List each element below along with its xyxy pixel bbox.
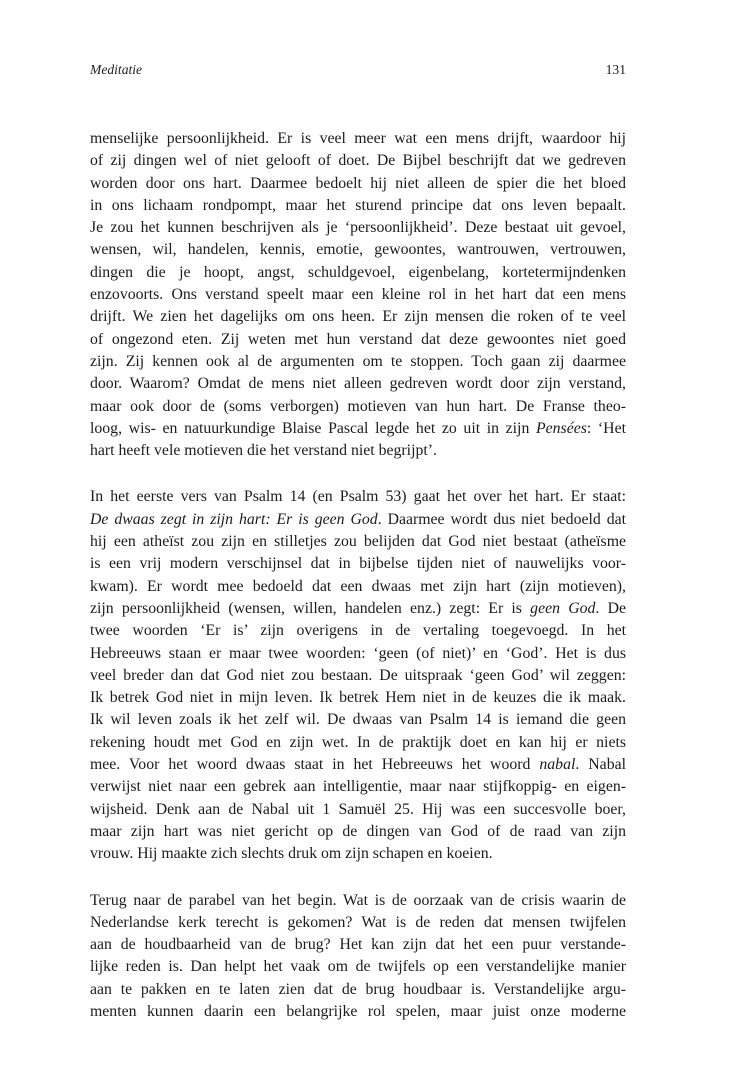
text-run: : ‘Het: [586, 419, 626, 437]
text-line: [90, 665, 626, 687]
text-run: maar ook door de (soms verborgen) motieven van hun hart. De Franse theo-: [90, 397, 626, 415]
paragraph: [90, 486, 626, 865]
text-run: Je zou het kunnen beschrijven als je ‘persoonlijkheid’. Deze bestaat uit gevoel,: [90, 219, 626, 237]
text-line: [90, 843, 626, 865]
text-line: [90, 373, 626, 395]
text-run: menten kunnen daarin een belangrijke rol spelen, maar juist onze moderne: [90, 1002, 626, 1020]
section-title: Meditatie: [90, 62, 143, 77]
text-run: is een vrij modern verschijnsel dat in bijbelse tijden niet of nauwelijks voor-: [90, 555, 626, 573]
text-line: [90, 620, 626, 642]
text-run: zijn. Zij kennen ook al de argumenten om te stoppen. Toch gaan zij daarmee: [90, 352, 626, 370]
text-run: hart heeft vele motieven die het verstand niet begrijpt’.: [90, 442, 437, 460]
text-line: [90, 306, 626, 328]
text-run: door. Waarom? Omdat de mens niet alleen gedreven wordt door zijn verstand,: [90, 375, 626, 393]
text-run: verwijst niet naar een gebrek aan intelligentie, maar naar stijfkoppig- en eigen-: [90, 778, 626, 796]
text-line: [90, 486, 626, 508]
text-line: [90, 150, 626, 172]
text-line: [90, 912, 626, 934]
text-line: [90, 418, 626, 440]
text-line: [90, 396, 626, 418]
text-line: [90, 217, 626, 239]
text-line: [90, 440, 626, 462]
text-run: twee woorden ‘Er is’ zijn overigens in de vertaling toegevoegd. In het: [90, 622, 626, 640]
text-line: [90, 576, 626, 598]
italic-text: nabal: [539, 756, 576, 774]
paragraph: [90, 890, 626, 1024]
text-line: [90, 239, 626, 261]
text-run: hij een atheïst zou zijn en stilletjes zou belijden dat God niet bestaat (atheïsme: [90, 533, 626, 551]
text-run: rekening houdt met God en zijn wet. In de praktijk doet en kan hij er niets: [90, 733, 626, 751]
text-line: [90, 128, 626, 150]
text-line: [90, 329, 626, 351]
text-line: [90, 553, 626, 575]
text-line: [90, 173, 626, 195]
text-run: dingen die je hoopt, angst, schuldgevoel, eigenbelang, kortetermijndenken: [90, 263, 626, 281]
text-line: [90, 754, 626, 776]
text-run: loog, wis- en natuurkundige Blaise Pascal legde het zo uit in zijn: [90, 419, 536, 437]
text-run: kwam). Er wordt mee bedoeld dat een dwaas met zijn hart (zijn motieven),: [90, 577, 626, 595]
italic-text: De dwaas zegt in zijn hart: Er is geen God: [90, 510, 378, 528]
paragraph: [90, 128, 626, 462]
text-run: In het eerste vers van Psalm 14 (en Psalm 53) gaat het over het hart. Er staat:: [90, 488, 626, 506]
text-run: aan de houdbaarheid van de brug? Het kan zijn dat het een puur verstande-: [90, 936, 626, 954]
text-run: in ons lichaam rondpompt, maar het sturend principe dat ons leven bepaalt.: [90, 196, 626, 214]
text-run: aan te pakken en te laten zien dat de brug houdbaar is. Verstandelijke argu-: [90, 980, 626, 998]
text-run: vrouw. Hij maakte zich slechts druk om zijn schapen en koeien.: [90, 845, 493, 863]
text-line: [90, 509, 626, 531]
italic-text: Pensées: [536, 419, 587, 437]
text-run: Nederlandse kerk terecht is gekomen? Wat is de reden dat mensen twijfelen: [90, 913, 626, 931]
text-run: veel breder dan dat God niet zou bestaan. De uitspraak ‘geen God’ wil zeggen:: [90, 666, 626, 684]
running-head: [90, 62, 626, 84]
text-run: zijn persoonlijkheid (wensen, willen, handelen enz.) zegt: Er is: [90, 599, 531, 617]
text-line: [90, 262, 626, 284]
text-run: Terug naar de parabel van het begin. Wat is de oorzaak van de crisis waarin de: [90, 891, 626, 909]
text-line: [90, 195, 626, 217]
text-line: [90, 890, 626, 912]
text-run: . Daarmee wordt dus niet bedoeld dat: [377, 510, 627, 528]
text-run: drijft. We zien het dagelijks om ons heen. Er zijn mensen die roken of te veel: [90, 308, 626, 326]
text-line: [90, 284, 626, 306]
page-number: 131: [605, 62, 626, 77]
text-run: Ik wil leven zoals ik het zelf wil. De dwaas van Psalm 14 is iemand die geen: [90, 711, 626, 729]
text-line: [90, 351, 626, 373]
text-line: [90, 643, 626, 665]
text-line: [90, 709, 626, 731]
text-run: maar zijn hart was niet gericht op de dingen van God of de raad van zijn: [90, 822, 626, 840]
text-run: enzovoorts. Ons verstand speelt maar een kleine rol in het hart dat een mens: [90, 286, 626, 304]
text-run: of zij dingen wel of niet gelooft of doet. De Bijbel beschrijft dat we gedreven: [90, 152, 626, 170]
text-line: [90, 531, 626, 553]
text-line: [90, 598, 626, 620]
text-line: [90, 732, 626, 754]
text-line: [90, 934, 626, 956]
text-line: [90, 1001, 626, 1023]
text-run: wensen, wil, handelen, kennis, emotie, gewoontes, wantrouwen, vertrouwen,: [90, 241, 626, 259]
text-run: of ongezond eten. Zij weten met hun verstand dat deze gewoontes niet goed: [90, 330, 626, 348]
text-run: Ik betrek God niet in mijn leven. Ik betrek Hem niet in de keuzes die ik maak.: [90, 689, 626, 707]
italic-text: geen God: [530, 599, 596, 617]
text-line: [90, 799, 626, 821]
text-run: worden door ons hart. Daarmee bedoelt hij niet alleen de spier die het bloed: [90, 174, 626, 192]
text-run: mee. Voor het woord dwaas staat in het Hebreeuws het woord: [90, 756, 540, 774]
text-run: wijsheid. Denk aan de Nabal uit 1 Samuël 25. Hij was een succesvolle boer,: [90, 800, 626, 818]
text-line: [90, 956, 626, 978]
text-run: . Nabal: [575, 756, 626, 774]
text-run: menselijke persoonlijkheid. Er is veel meer wat een mens drijft, waardoor hij: [90, 130, 626, 147]
text-line: [90, 979, 626, 1001]
text-line: [90, 687, 626, 709]
text-run: . De: [595, 599, 626, 617]
text-line: [90, 776, 626, 798]
text-run: Hebreeuws staan er maar twee woorden: ‘geen (of niet)’ en ‘God’. Het is dus: [90, 644, 626, 662]
text-run: lijke reden is. Dan helpt het vaak om de twijfels op een verstandelijke manier: [90, 958, 626, 976]
text-line: [90, 821, 626, 843]
body-text: [90, 128, 626, 1047]
